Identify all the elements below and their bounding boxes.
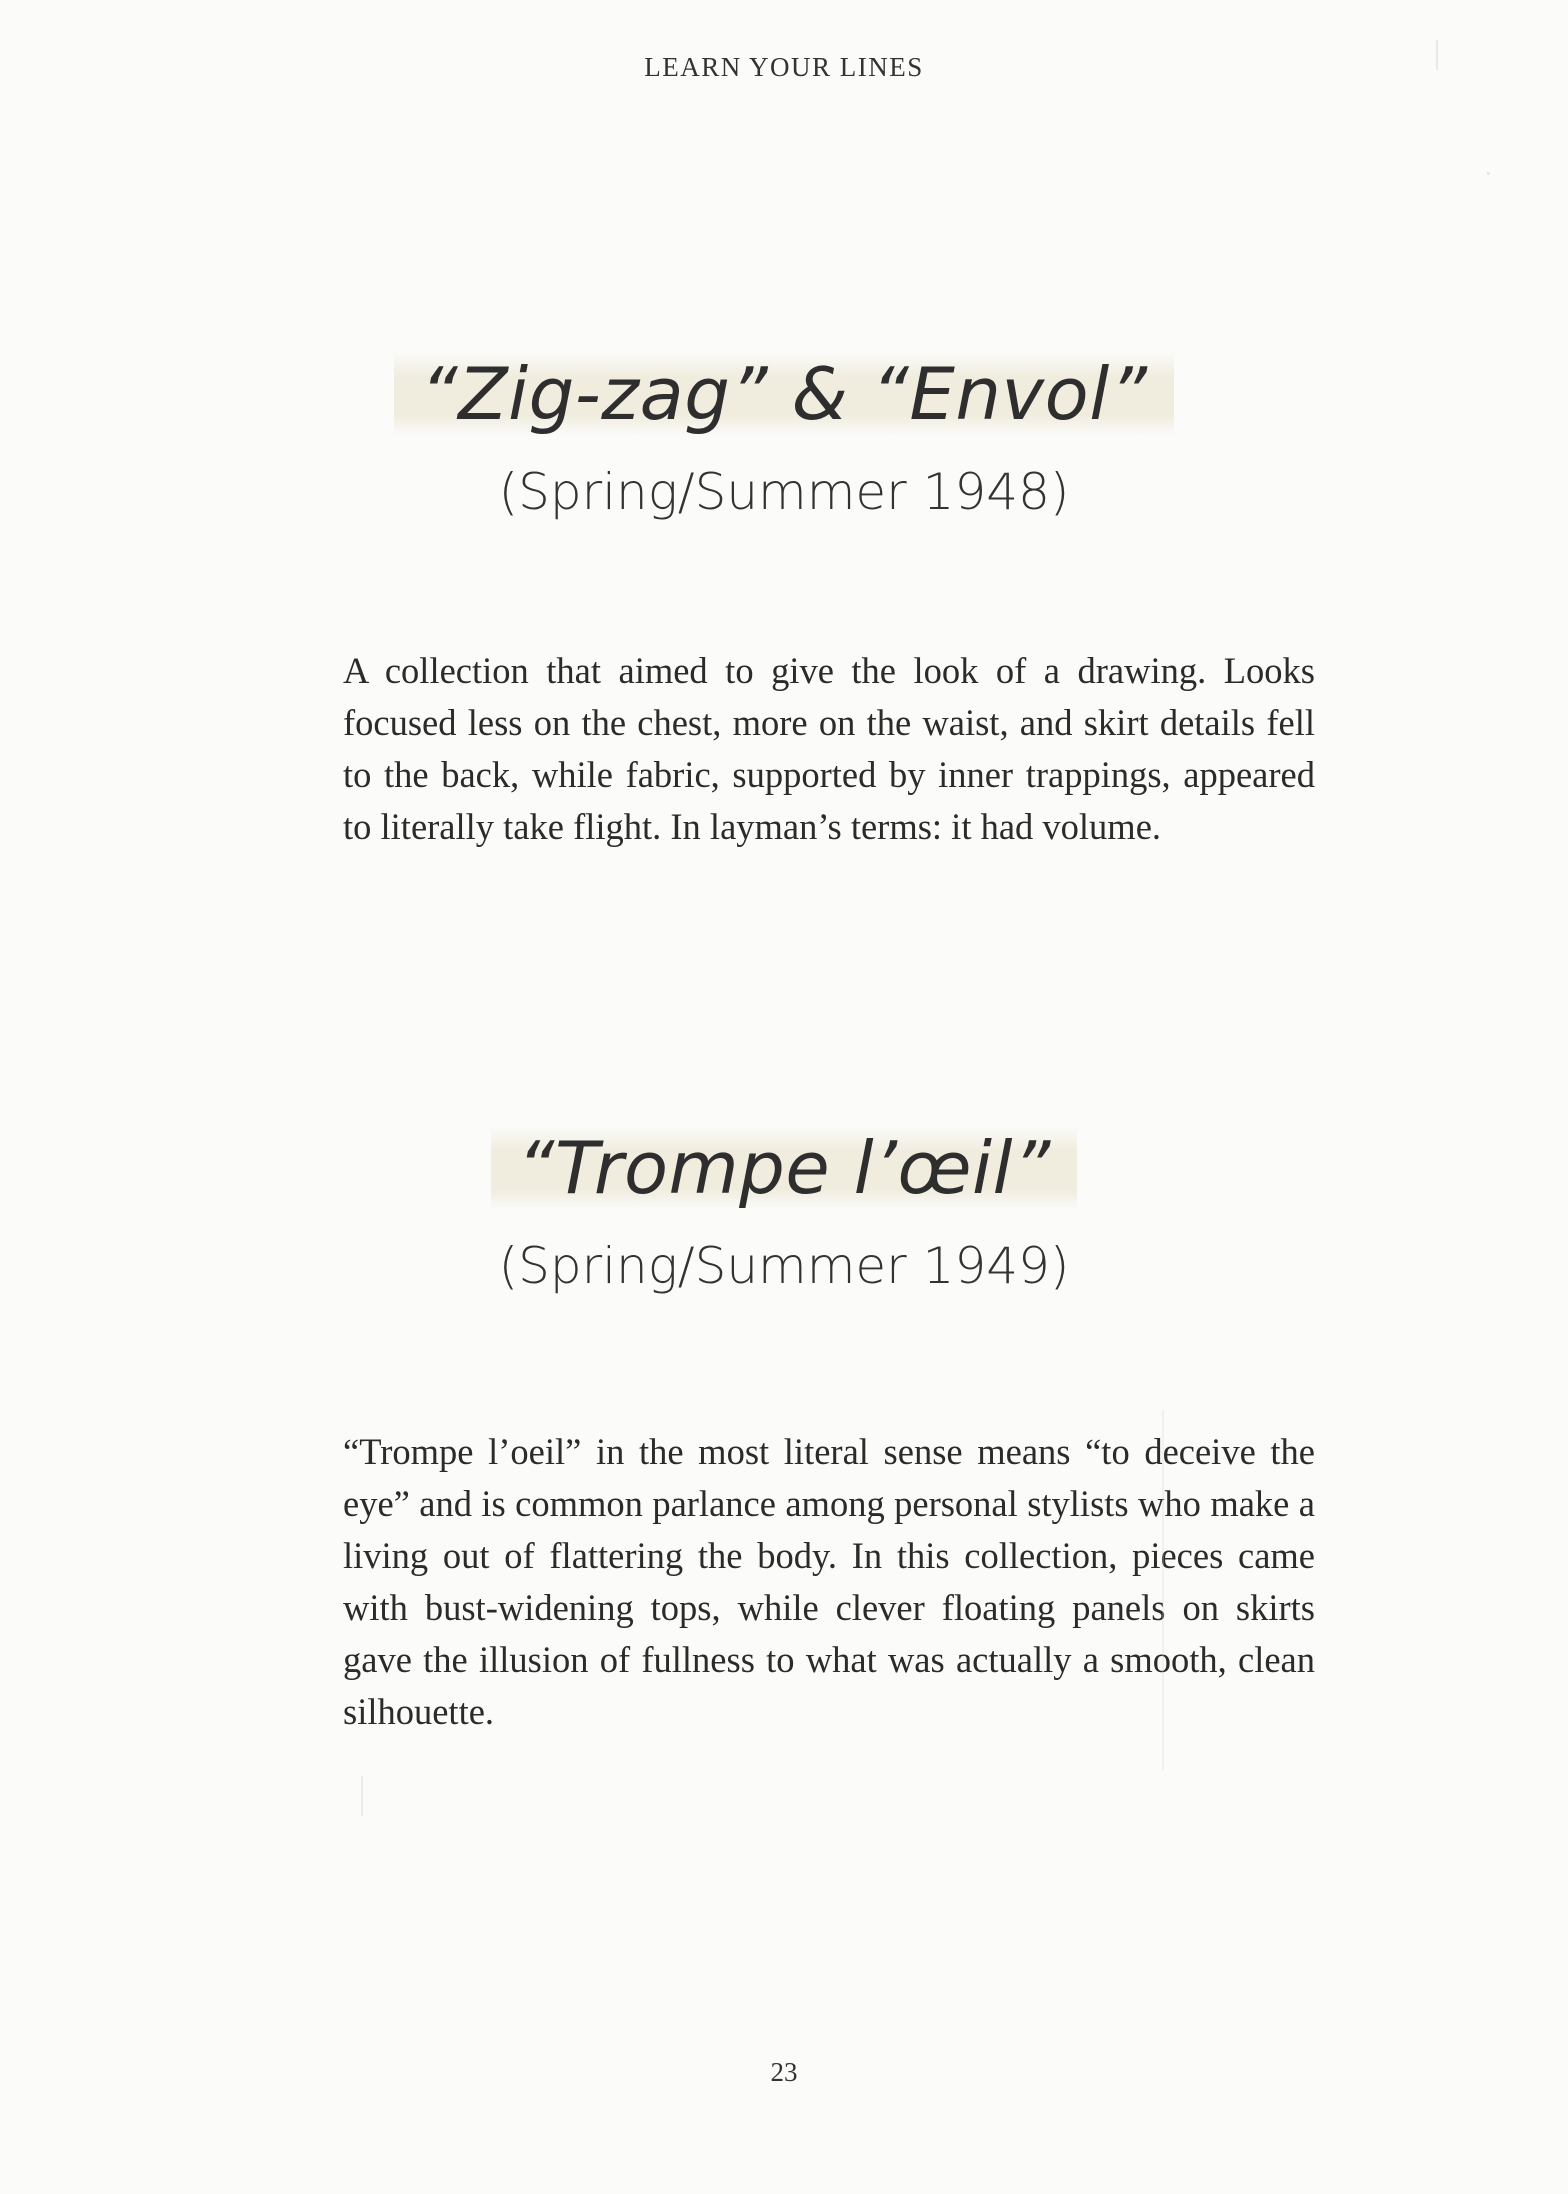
section-subtitle-1948: (Spring/Summer 1948) — [498, 463, 1070, 521]
running-head: LEARN YOUR LINES — [644, 52, 924, 82]
scan-speck — [1436, 40, 1438, 70]
section-body-trompe-loeil: “Trompe l’oeil” in the most literal sense means “to deceive the eye” and is common parlance among personal stylists who make a living out of flattering the body. In this collection, pieces came with bust-widening tops, while clever floating panels on skirts gave the illusion of fullness to what was actually a smooth, clean silhouette. — [343, 1431, 1315, 1732]
section-subtitle-1949: (Spring/Summer 1949) — [498, 1237, 1070, 1295]
section-title-text: “Trompe l’œil” — [491, 1126, 1077, 1210]
page-number: 23 — [770, 2057, 798, 2087]
section-title-text: “Zig-zag” & “Envol” — [394, 352, 1173, 436]
scan-speck — [361, 1776, 363, 1816]
scan-speck — [1487, 172, 1490, 175]
scan-streak — [1162, 1410, 1164, 1770]
section-title-zigzag-envol — [0, 352, 1568, 436]
section-body-zigzag-envol: A collection that aimed to give the look of a drawing. Looks focused less on the chest, more on the waist, and skirt details fell to the back, while fabric, supported by inner trappings, appeared to literally take flight. In layman’s terms: it had volume. — [343, 650, 1315, 847]
section-title-trompe-loeil — [0, 1126, 1568, 1210]
